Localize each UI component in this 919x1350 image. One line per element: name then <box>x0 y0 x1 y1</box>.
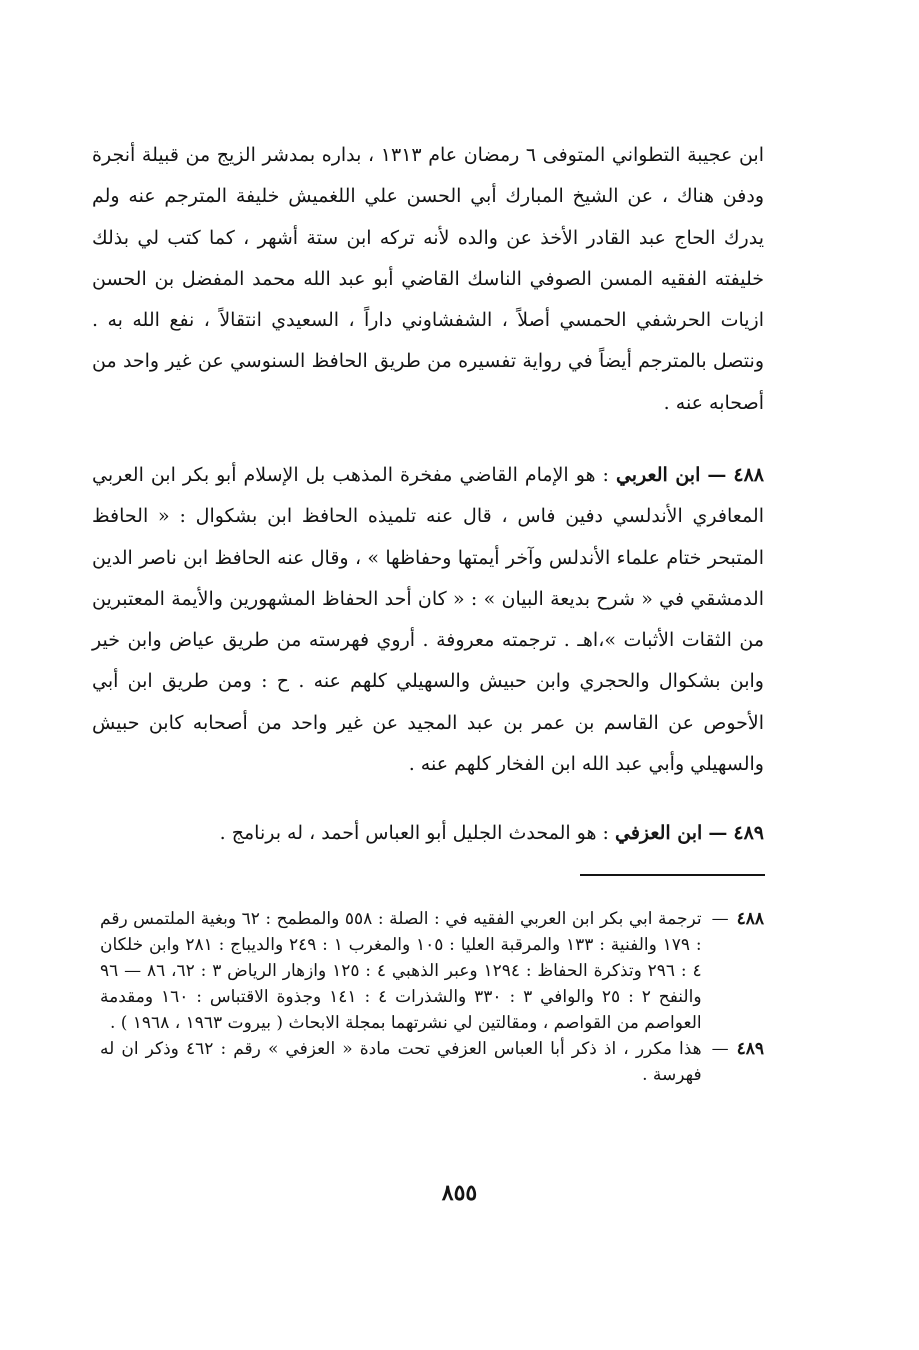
footnote-text: هذا مكرر ، اذ ذكر أبا العباس العزفي تحت مادة « العزفي » رقم : ٤٦٢ وذكر ان له فهرسة . <box>100 1039 702 1085</box>
entry-number: ٤٨٨ <box>733 464 764 486</box>
footnote-dash: — <box>711 1039 729 1059</box>
footnote-text: ترجمة ابي بكر ابن العربي الفقيه في : الصلة : ٥٥٨ والمطمح : ٦٢ وبغية الملتمس رقم : ١٧٩ والفنية : ١٣٣ والمرقبة العليا : ١٠٥ والمغرب ١ : ٢٤٩ والديباج : ٢٨١ وابن خلكان ٤ : ٢٩٦ وتذكرة الحفاظ : ١٢٩٤ وعبر الذهبي ٤ : ١٢٥ وازهار الرياض ٣ : ٦٢، ٨٦ — ٩٦ والنفح ٢ : ٢٥ والوافي ٣ : ٣٣٠ والشذرات ٤ : ١٤١ وجذوة الاقتباس : ١٦٠ ومقدمة العواصم من القواصم ، ومقالتين لي نشرتهما بمجلة الابحاث ( بيروت ١٩٦٣ ، ١٩٦٨ ) . <box>100 909 702 1033</box>
entry-name: ابن العزفي <box>615 822 703 844</box>
footnote-dash: — <box>711 909 729 929</box>
entry-text: : هو المحدث الجليل أبو العباس أحمد ، له برنامج . <box>219 822 609 844</box>
footnotes <box>100 906 764 1088</box>
entry-489 <box>92 818 764 848</box>
footnote <box>100 906 764 1036</box>
paragraph <box>92 818 764 848</box>
footnote <box>100 1036 764 1088</box>
entry-488 <box>92 455 764 785</box>
entry-text: : هو الإمام القاضي مفخرة المذهب بل الإسلام أبو بكر ابن العربي المعافري الأندلسي دفين فاس ، قال عنه تلميذه الحافظ ابن بشكوال : « الحافظ المتبحر ختام علماء الأندلس وآخر أيمتها وحفاظها » ، وقال عنه الحافظ ابن ناصر الدين الدمشقي في « شرح بديعة البيان » : « كان أحد الحفاظ المشهورين والأيمة المعتبرين من الثقات الأثبات »،اهـ . ترجمته معروفة . أروي فهرسته من طريق عياض وابن خير وابن بشكوال والحجري وابن حبيش والسهيلي كلهم عنه . ح : ومن طريق ابن أبي الأحوص عن القاسم بن عمر بن عبد المجيد عن غير واحد من أصحابه كابن حبيش والسهيلي وأبي عبد الله ابن الفخار كلهم عنه . <box>92 464 764 776</box>
footnote-divider <box>580 874 765 876</box>
entry-dash: — <box>707 464 727 486</box>
footnote-number: ٤٨٩ <box>736 1039 764 1059</box>
entry-name: ابن العربي <box>615 464 701 486</box>
paragraph <box>92 455 764 785</box>
paragraph: ابن عجيبة التطواني المتوفى ٦ رمضان عام ١٣١٣ ، بداره بمدشر الزيج من قبيلة أنجرة ودفن هناك ، عن الشيخ المبارك أبي الحسن علي اللغميش خليفة المترجم عنه ولم يدرك الحاج عبد القادر الأخذ عن والده لأنه تركه ابن ستة أشهر ، كما كتب لي بذلك خليفته الفقيه المسن الصوفي الناسك القاضي أبو عبد الله محمد المفضل بن الحسن ازيات الحرشفي الحمسي أصلاً ، الشفشاوني داراً ، السعيدي انتقالاً ، نفع الله به . ونتصل بالمترجم أيضاً في رواية تفسيره من طريق الحافظ السنوسي عن غير واحد من أصحابه عنه . <box>92 144 764 414</box>
footnote-number: ٤٨٨ <box>736 909 764 929</box>
page-number: ٨٥٥ <box>441 1180 478 1206</box>
biography-continuation <box>92 135 764 424</box>
entry-number: ٤٨٩ <box>733 822 764 844</box>
entry-dash: — <box>708 822 728 844</box>
